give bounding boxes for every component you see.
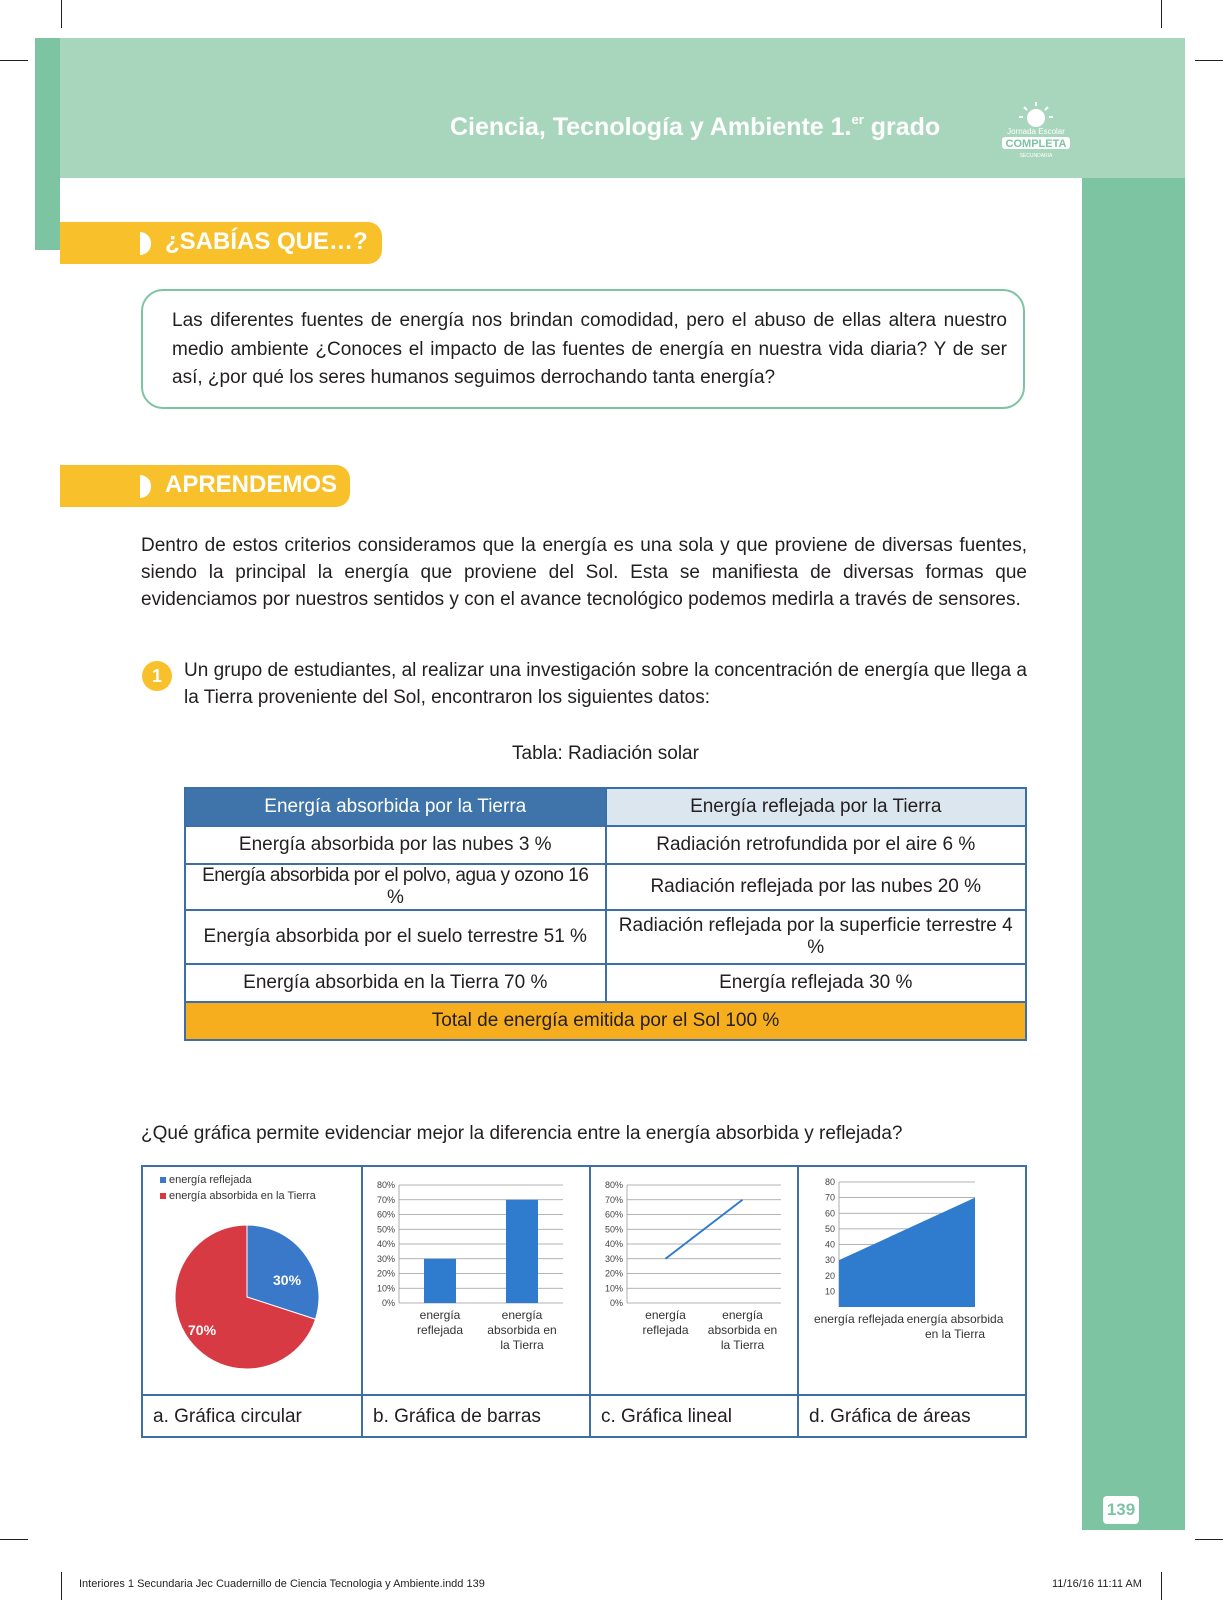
x-category-label: energía absorbida en la Tierra (707, 1308, 778, 1352)
caption-bar: b. Gráfica de barras (363, 1394, 591, 1436)
table-cell: Energía reflejada 30 % (606, 964, 1027, 1002)
table-row (185, 964, 1026, 1002)
aprendemos-heading-tab (60, 465, 350, 507)
aprendemos-heading: APRENDEMOS (165, 471, 338, 498)
table-total-cell: Total de energía emitida por el Sol 100 % (185, 1002, 1026, 1040)
crop-mark (61, 1572, 62, 1600)
bar (424, 1259, 456, 1303)
question-number-badge: 1 (142, 661, 172, 691)
y-tick-label: 40% (604, 1239, 623, 1249)
legend-label-absorbed: energía absorbida en la Tierra (169, 1190, 316, 1202)
area-fill (839, 1198, 975, 1307)
line-chart (591, 1167, 797, 1392)
y-tick-label: 60 (824, 1208, 835, 1219)
left-accent-strip (35, 38, 60, 250)
legend-swatch-absorbed (160, 1193, 166, 1199)
table-row (185, 910, 1026, 964)
crop-mark (0, 1539, 28, 1540)
crop-mark (1195, 60, 1223, 61)
y-tick-label: 80 (824, 1177, 835, 1187)
sabias-heading-tab (60, 222, 382, 264)
footer-file-info: Interiores 1 Secundaria Jec Cuadernillo de Ciencia Tecnologia y Ambiente.indd 139 (79, 1578, 485, 1590)
y-tick-label: 50 (824, 1223, 835, 1234)
table-header-reflected: Energía reflejada por la Tierra (606, 788, 1027, 826)
pie-label-70: 70% (188, 1322, 217, 1338)
footer-timestamp: 11/16/16 11:11 AM (1052, 1578, 1142, 1590)
table-cell: Radiación reflejada por la superficie terrestre 4 % (606, 910, 1027, 964)
table-header-absorbed: Energía absorbida por la Tierra (185, 788, 606, 826)
y-tick-label: 40 (824, 1239, 835, 1250)
sabias-box (141, 289, 1025, 409)
y-tick-label: 50% (376, 1224, 395, 1235)
table-cell: Energía absorbida en la Tierra 70 % (185, 964, 606, 1002)
y-tick-label: 0% (609, 1298, 623, 1308)
table-cell: Radiación retrofundida por el aire 6 % (606, 826, 1027, 864)
svg-text:COMPLETA: COMPLETA (1005, 138, 1067, 150)
chart-cell-pie (143, 1167, 363, 1394)
aprendemos-text: Dentro de estos criterios consideramos que la energía es una sola y que proviene de diversas fuentes, siendo la principal la energía que proviene del Sol. Esta se manifiesta de diversas formas que evidenciamos por nuestros sentidos y con el avance tecnológico podemos medirla a través de sensores. (141, 535, 1027, 610)
crop-mark (1161, 1572, 1162, 1600)
y-tick-label: 40% (376, 1239, 395, 1249)
x-category-label: energía reflejada (416, 1308, 464, 1337)
y-tick-label: 30 (824, 1255, 835, 1266)
y-tick-label: 70% (604, 1194, 623, 1205)
x-category-label: energía reflejada (813, 1312, 905, 1326)
y-tick-label: 10 (824, 1286, 835, 1297)
svg-text:SECUNDARIA: SECUNDARIA (1019, 153, 1053, 159)
graph-question: ¿Qué gráfica permite evidenciar mejor la diferencia entre la energía absorbida y reflejada? (141, 1123, 903, 1144)
caption-area: d. Gráfica de áreas (799, 1394, 1025, 1436)
graph-options-grid (141, 1165, 1027, 1438)
page-title: Ciencia, Tecnología y Ambiente 1.$^{er}$ grado (450, 112, 941, 141)
table-caption: Tabla: Radiación solar (512, 743, 699, 764)
chart-cell-area (799, 1167, 1025, 1394)
x-category-label: energía reflejada (642, 1308, 689, 1337)
legend-swatch-reflected (160, 1177, 166, 1183)
crop-mark (1195, 1539, 1223, 1540)
x-category-label: energía absorbida en la Tierra (906, 1312, 1004, 1341)
question-text: Un grupo de estudiantes, al realizar una investigación sobre la concentración de energía que llega a la Tierra proveniente del Sol, encontraron los siguientes datos: (184, 660, 1027, 708)
crop-mark (0, 60, 28, 61)
y-tick-label: 60% (604, 1209, 623, 1220)
caption-line: c. Gráfica lineal (591, 1394, 799, 1436)
right-accent-column (1082, 178, 1185, 1530)
logo (996, 100, 1076, 160)
y-tick-label: 0% (381, 1298, 395, 1308)
y-tick-label: 70 (824, 1192, 835, 1203)
pie-chart (143, 1167, 361, 1392)
bar (506, 1200, 538, 1303)
sabias-heading: ¿SABÍAS QUE…? (165, 228, 368, 255)
y-tick-label: 10% (376, 1283, 395, 1294)
sabias-text: Las diferentes fuentes de energía nos brindan comodidad, pero el abuso de ellas altera nuestro medio ambiente ¿Conoces el impacto de las fuentes de energía en nuestra vida diaria? Y de ser así, ¿por qué los seres humanos seguimos derrochando tanta energía? (172, 310, 1007, 388)
y-tick-label: 30% (604, 1253, 623, 1264)
y-tick-label: 10% (604, 1283, 623, 1294)
chart-cell-bar (363, 1167, 591, 1394)
table-cell: Energía absorbida por el polvo, agua y ozono 16 % (185, 864, 606, 910)
area-chart (799, 1167, 1025, 1392)
half-circle-icon (140, 232, 151, 255)
crop-mark (61, 0, 62, 28)
table-cell: Radiación reflejada por las nubes 20 % (606, 864, 1027, 910)
x-category-label: energía absorbida en la Tierra (487, 1308, 557, 1352)
page-number: 139 (1103, 1496, 1139, 1524)
legend-label-reflected: energía reflejada (169, 1174, 252, 1186)
pie-label-30: 30% (273, 1272, 302, 1288)
y-tick-label: 20% (376, 1268, 395, 1279)
y-tick-label: 20 (824, 1270, 835, 1281)
table-row (185, 826, 1026, 864)
half-circle-icon (140, 475, 151, 498)
chart-cell-line (591, 1167, 799, 1394)
y-tick-label: 80% (376, 1180, 395, 1190)
solar-radiation-table (184, 787, 1027, 1041)
y-tick-label: 70% (376, 1194, 395, 1205)
table-cell: Energía absorbida por el suelo terrestre 51 % (185, 910, 606, 964)
table-row (185, 864, 1026, 910)
svg-text:Jornada Escolar: Jornada Escolar (1007, 127, 1065, 136)
y-tick-label: 50% (604, 1224, 623, 1235)
y-tick-label: 60% (376, 1209, 395, 1220)
caption-pie: a. Gráfica circular (143, 1394, 363, 1436)
table-cell: Energía absorbida por las nubes 3 % (185, 826, 606, 864)
bar-chart (363, 1167, 589, 1392)
crop-mark (1161, 0, 1162, 28)
y-tick-label: 80% (604, 1180, 623, 1190)
table-total-row (185, 1002, 1026, 1040)
y-tick-label: 30% (376, 1253, 395, 1264)
y-tick-label: 20% (604, 1268, 623, 1279)
